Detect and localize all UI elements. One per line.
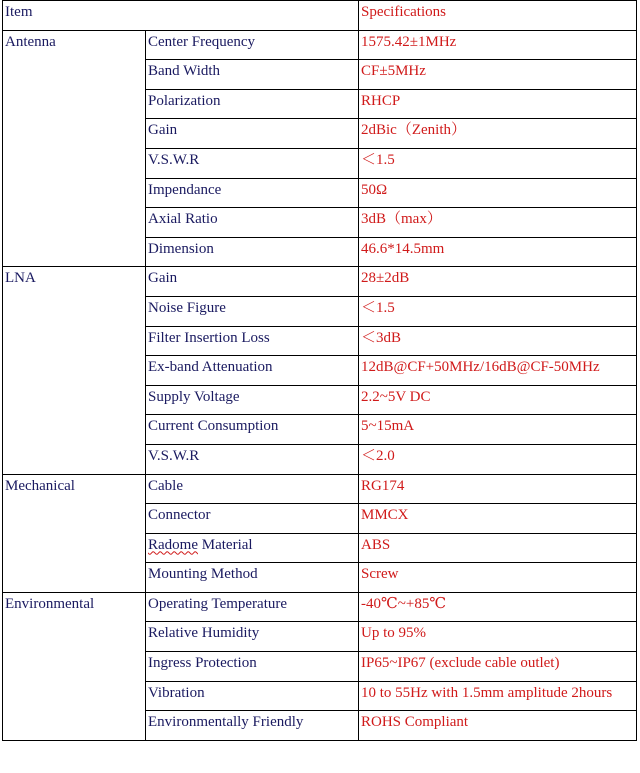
specification-value-cell: 2.2~5V DC [359,385,637,415]
category-cell: Environmental [3,592,146,740]
parameter-label: Radome Material [148,536,253,553]
specification-value-cell: Up to 95% [359,622,637,652]
specification-value-cell: 1575.42±1MHz [359,30,637,60]
parameter-cell [146,533,359,563]
parameter-cell [146,178,359,208]
parameter-cell [146,474,359,504]
parameter-label: Environmentally Friendly [148,714,304,731]
parameter-cell [146,296,359,326]
specification-value-cell: -40℃~+85℃ [359,592,637,622]
specification-value-cell: RHCP [359,89,637,119]
parameter-cell [146,267,359,297]
parameter-cell [146,237,359,267]
parameter-cell [146,119,359,149]
table-row [3,267,637,297]
specification-value-cell: 3dB（max） [359,208,637,238]
specification-value-cell: IP65~IP67 (exclude cable outlet) [359,652,637,682]
parameter-cell [146,622,359,652]
specification-value-cell: 50Ω [359,178,637,208]
parameter-label: Impendance [148,181,222,198]
parameter-label: Connector [148,507,211,524]
parameter-label: Band Width [148,63,221,80]
table-header-row [3,1,637,31]
table-row [3,592,637,622]
parameter-label: Filter Insertion Loss [148,329,270,346]
parameter-label: Noise Figure [148,299,226,316]
specification-value-cell: ＜1.5 [359,148,637,178]
parameter-label: Ingress Protection [148,655,257,672]
specification-value-cell: 28±2dB [359,267,637,297]
specification-value-cell: 5~15mA [359,415,637,445]
parameter-label: Polarization [148,92,221,109]
specification-value-cell: 10 to 55Hz with 1.5mm amplitude 2hours [359,681,637,711]
specification-value-cell: 46.6*14.5mm [359,237,637,267]
parameter-cell [146,30,359,60]
specification-value-cell: RG174 [359,474,637,504]
parameter-label: Dimension [148,240,214,257]
parameter-cell [146,356,359,386]
parameter-cell [146,148,359,178]
parameter-cell [146,681,359,711]
parameter-cell [146,208,359,238]
parameter-cell [146,592,359,622]
parameter-cell [146,563,359,593]
specification-value-cell: 12dB@CF+50MHz/16dB@CF-50MHz [359,356,637,386]
parameter-label: Gain [148,122,178,139]
specification-value-cell: ＜1.5 [359,296,637,326]
table-row [3,474,637,504]
specifications-table [2,0,637,741]
table-row [3,30,637,60]
category-cell: LNA [3,267,146,474]
parameter-label: Axial Ratio [148,211,218,228]
parameter-label: V.S.W.R [148,447,200,464]
parameter-label: Operating Temperature [148,595,288,612]
parameter-cell [146,60,359,90]
parameter-label: Current Consumption [148,418,279,435]
specifications-table-body [3,1,637,741]
parameter-cell [146,711,359,741]
specification-value-cell: MMCX [359,504,637,534]
parameter-cell [146,89,359,119]
specification-value-cell: Screw [359,563,637,593]
parameter-label: Relative Humidity [148,625,260,642]
specification-value-cell: ROHS Compliant [359,711,637,741]
specification-value-cell: 2dBic（Zenith） [359,119,637,149]
parameter-label: Vibration [148,684,205,701]
header-specifications-cell: Specifications [359,1,637,31]
parameter-label: Supply Voltage [148,388,240,405]
parameter-label: V.S.W.R [148,151,200,168]
parameter-label: Mounting Method [148,566,258,583]
specification-value-cell: ABS [359,533,637,563]
parameter-cell [146,385,359,415]
parameter-label: Gain [148,270,178,287]
parameter-cell [146,504,359,534]
category-cell: Mechanical [3,474,146,592]
parameter-label: Center Frequency [148,33,256,50]
category-cell: Antenna [3,30,146,267]
spellcheck-underline: Radome [148,536,198,553]
parameter-cell [146,444,359,474]
specification-value-cell: CF±5MHz [359,60,637,90]
parameter-cell [146,415,359,445]
header-item-cell: Item [3,1,359,31]
parameter-cell [146,326,359,356]
parameter-cell [146,652,359,682]
specification-value-cell: ＜3dB [359,326,637,356]
specification-value-cell: ＜2.0 [359,444,637,474]
parameter-label: Ex-band Attenuation [148,359,273,376]
parameter-label: Cable [148,477,183,494]
